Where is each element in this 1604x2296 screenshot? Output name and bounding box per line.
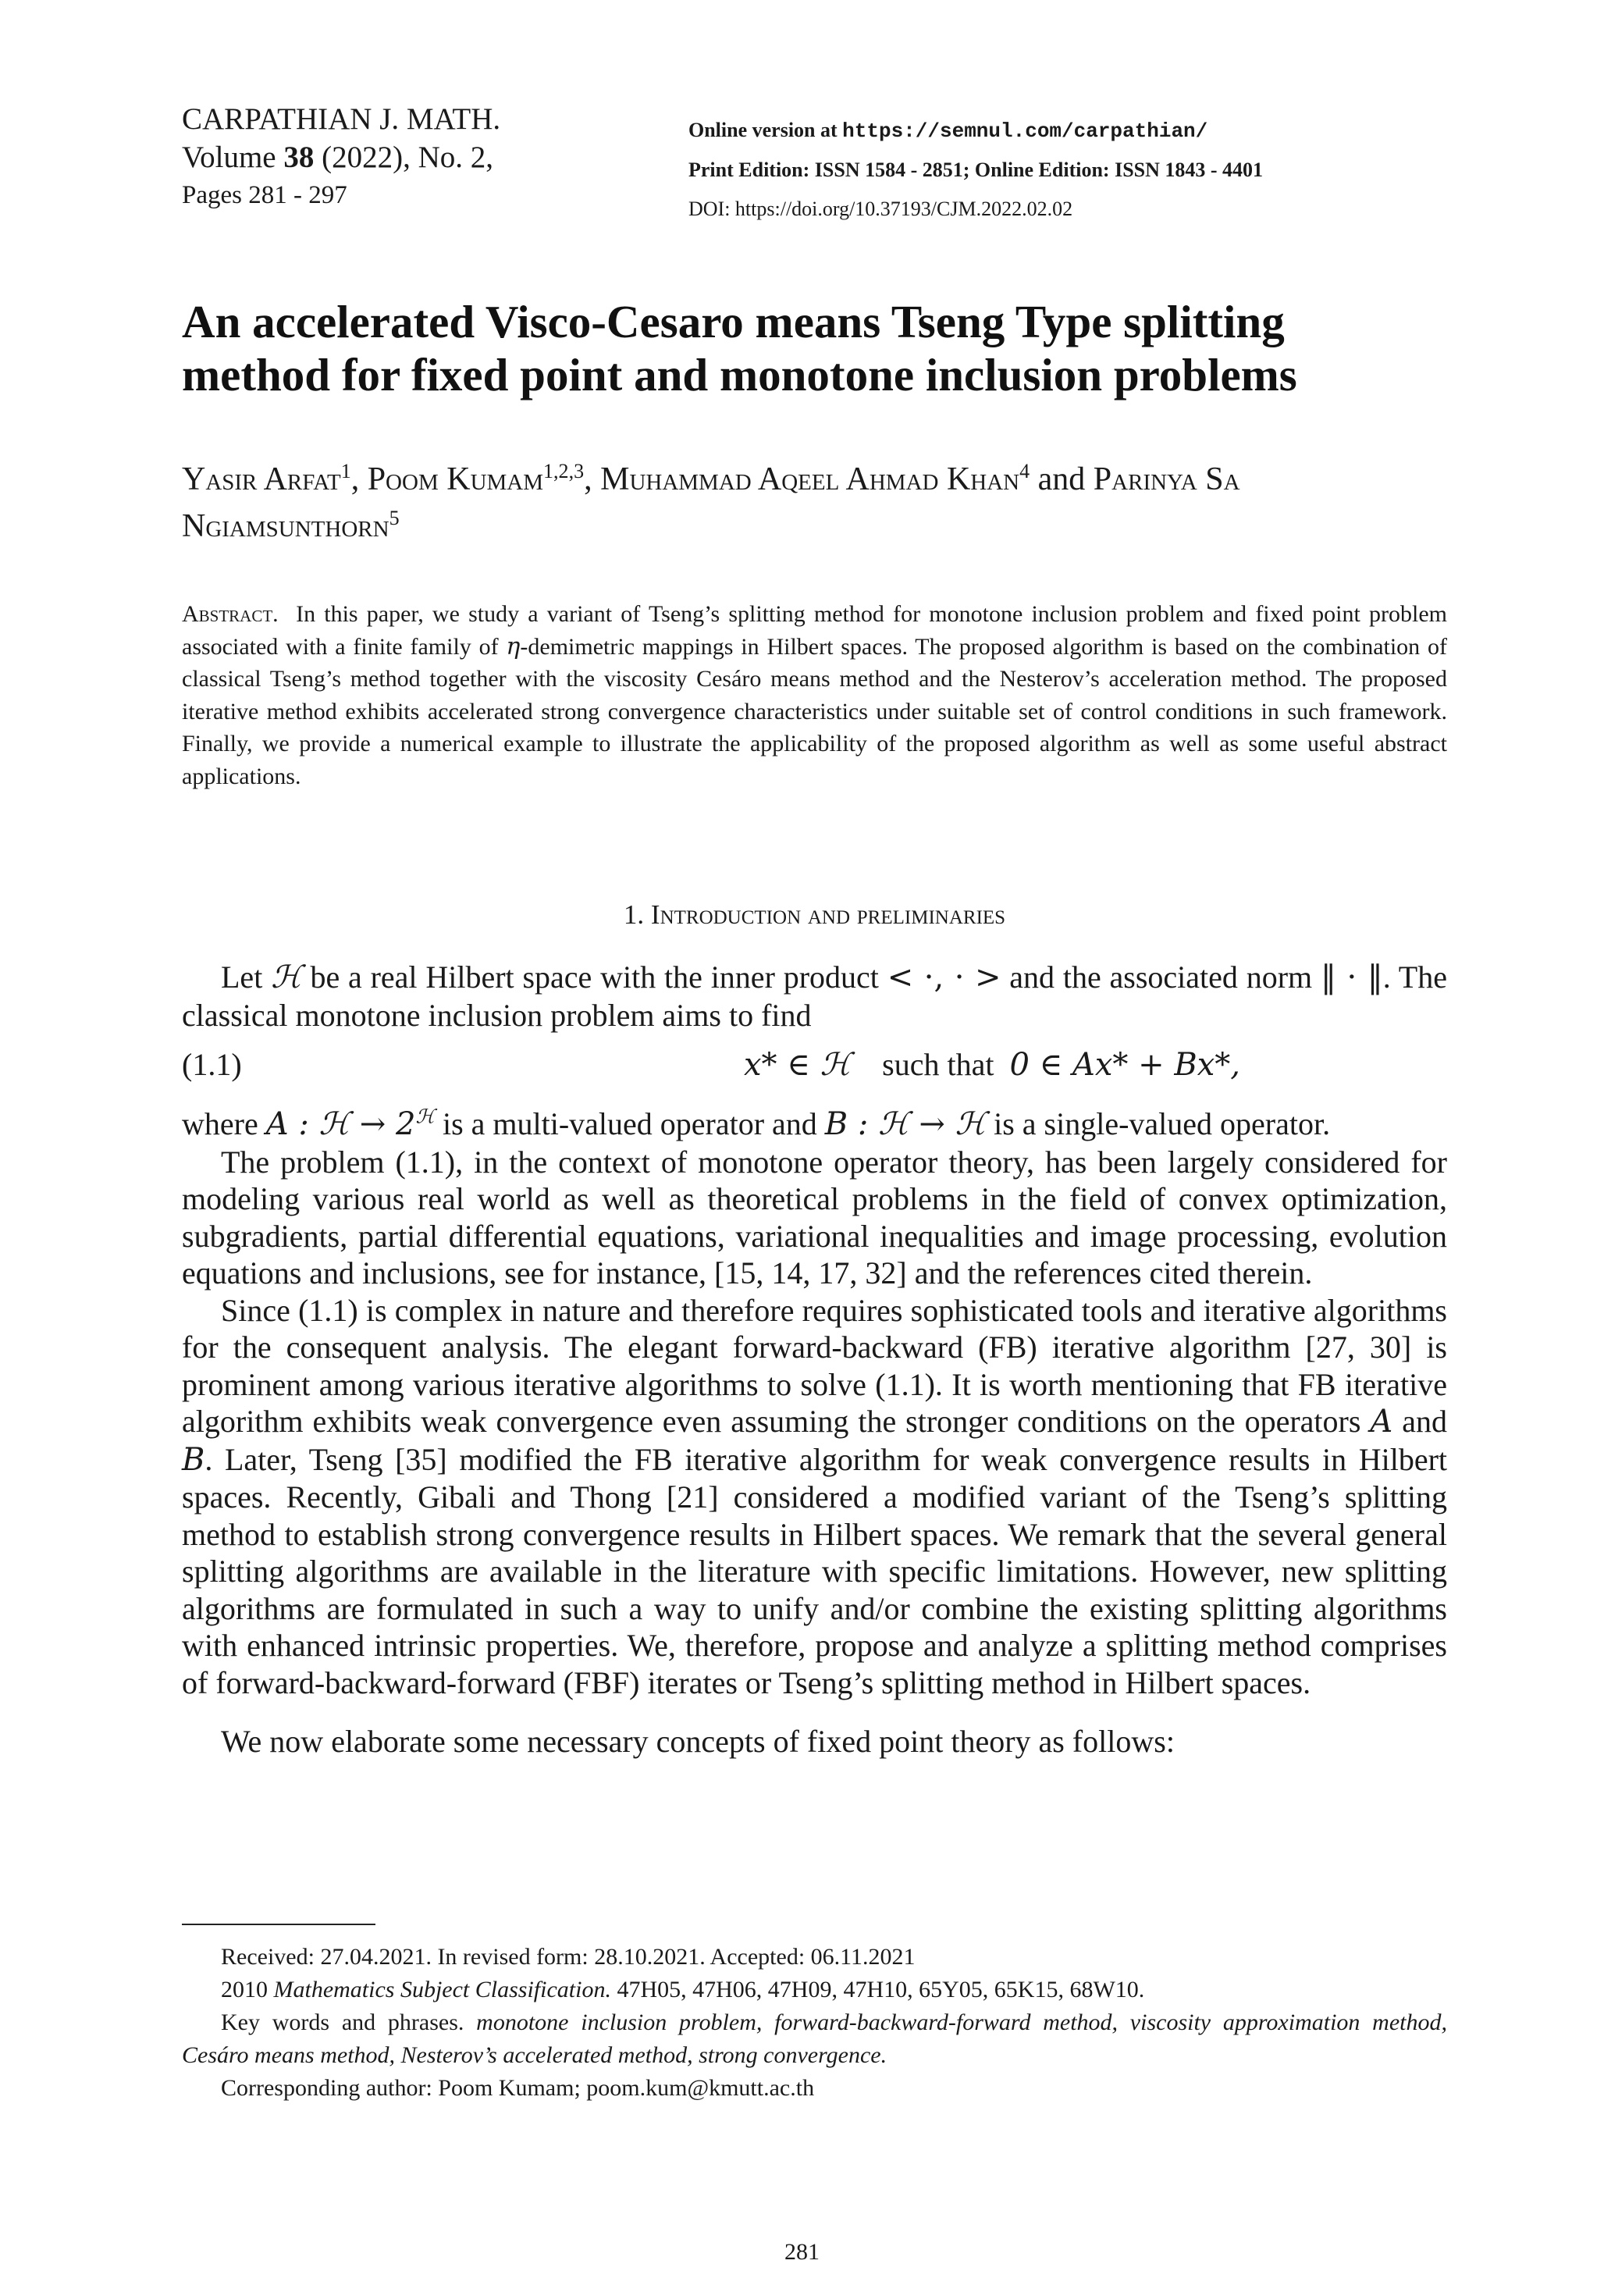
keywords: Key words and phrases. monotone inclusion problem, forward-backward-forward method, viscosity approximation method, Cesáro means method, Nesterov’s accelerated method, strong convergence.	[182, 2009, 1447, 2068]
volume-info: Volume 38 (2022), No. 2,	[182, 141, 494, 174]
author-name: Muhammad Aqeel Ahmad Khan	[600, 461, 1020, 497]
doi-link[interactable]: DOI: https://doi.org/10.37193/CJM.2022.02.02	[688, 198, 1073, 220]
equation-number: (1.1)	[182, 1047, 242, 1082]
abstract: Abstract. In this paper, we study a variant of Tseng’s splitting method for monotone inclusion problem and fixed point problem associated with a finite family of η-demimetric mappings in Hilbert spaces. The proposed algorithm is based on the combination of classical Tseng’s method together with the viscosity Cesáro means method and the Nesterov’s acceleration method. The proposed iterative method exhibits accelerated strong convergence characteristics under suitable set of control conditions in such framework. Finally, we provide a numerical example to illustrate the applicability of the proposed algorithm as well as some useful abstract applications.	[182, 601, 1447, 789]
publication-info	[688, 111, 1469, 229]
msc-classification: 2010 Mathematics Subject Classification. 47H05, 47H06, 47H09, 47H10, 65Y05, 65K15, 68W10.	[221, 1977, 1145, 2002]
abstract-label: Abstract.	[182, 601, 279, 627]
journal-name: CARPATHIAN J. MATH.	[182, 102, 501, 136]
paper-title: An accelerated Visco-Cesaro means Tseng Type splitting method for fixed point and monotone inclusion problems	[182, 296, 1297, 400]
pages-range: Pages 281 - 297	[182, 181, 347, 209]
online-url-link[interactable]: https://semnul.com/carpathian/	[842, 119, 1208, 143]
corresponding-author: Corresponding author: Poom Kumam; poom.kum@kmutt.ac.th	[221, 2075, 815, 2101]
paragraph-2: The problem (1.1), in the context of monotone operator theory, has been largely considered for modeling various real world as well as theoretical problems in the field of convex optimization, subgradients, partial differential equations, variational inequalities and image processing, evolution equations and inclusions, see for instance, [15, 14, 17, 32] and the references cited therein.	[182, 1144, 1447, 1290]
where-sentence: where A : ℋ → $2^ℋ$ is a multi-valued operator and B : ℋ → ℋ is a single-valued operator.	[182, 1105, 1331, 1142]
received-dates: Received: 27.04.2021. In revised form: 28.10.2021. Accepted: 06.11.2021	[221, 1944, 916, 1970]
paragraph-3: Since (1.1) is complex in nature and therefore requires sophisticated tools and iterative algorithms for the consequent analysis. The elegant forward-backward (FB) iterative algorithm [27, 30] is prominent among various iterative algorithms to solve (1.1). It is worth mentioning that FB iterative algorithm exhibits weak convergence even assuming the stronger conditions on the operators A and B. Later, Tseng [35] modified the FB iterative algorithm for weak convergence results in Hilbert spaces. Recently, Gibali and Thong [21] considered a modified variant of the Tseng’s splitting method to establish strong convergence results in Hilbert spaces. We remark that the several general splitting algorithms are available in the literature with specific limitations. However, new splitting algorithms are formulated in such a way to unify and/or combine the existing splitting algorithms with enhanced intrinsic properties. We, therefore, propose and analyze a splitting method comprises of forward-backward-forward (FBF) iterates or Tseng’s splitting method in Hilbert spaces.	[182, 1292, 1447, 1700]
footnote-divider	[182, 1924, 375, 1925]
author-name: Yasir Arfat	[182, 461, 341, 497]
main-body	[182, 1105, 1447, 1760]
author-list: Yasir Arfat$^1$, Poom Kumam$^{1,2,3}$, Muhammad Aqeel Ahmad Khan$^4$ and Parinya Sa Ngiamsunthorn$^5$	[182, 460, 1240, 544]
intro-paragraph: Let ℋ be a real Hilbert space with the inner product < ·, · > and the associated norm ‖ · ‖. The classical monotone inclusion problem aims to find	[182, 959, 1447, 1033]
section-heading: 1. Introduction and preliminaries	[623, 899, 1006, 930]
paragraph-4: We now elaborate some necessary concepts of fixed point theory as follows:	[221, 1724, 1175, 1759]
journal-header	[182, 100, 650, 215]
equation-1-1: (1.1) x* ∈ ℋ such that 0 ∈ Ax* + Bx*,	[182, 1047, 1240, 1083]
issn-info: Print Edition: ISSN 1584 - 2851; Online Edition: ISSN 1843 - 4401	[688, 158, 1264, 181]
footnotes	[182, 1941, 1447, 2105]
author-name: Parinya Sa Ngiamsunthorn	[182, 461, 1240, 544]
page-number: 281	[784, 2239, 820, 2265]
author-name: Poom Kumam	[367, 461, 544, 497]
online-version: Online version at https://semnul.com/carpathian/	[688, 119, 1208, 143]
